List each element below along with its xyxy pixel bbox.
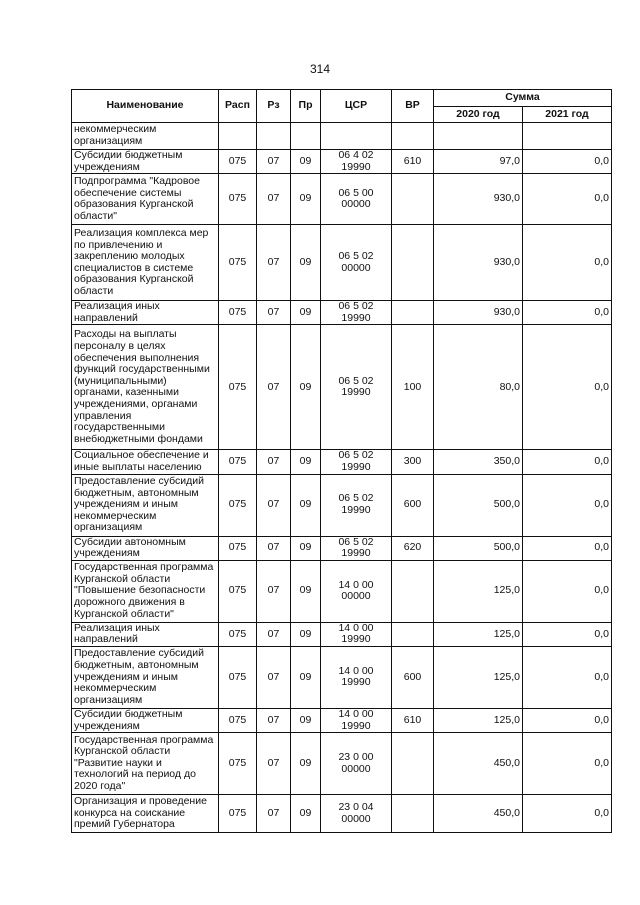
row-amount-2021: 0,0	[523, 622, 612, 646]
row-pr: 09	[291, 150, 321, 174]
row-name: Реализация комплекса мер по привлечению и закреплению молодых специалистов в системе образования Курганской области	[72, 225, 219, 301]
header-name: Наименование	[72, 90, 219, 123]
row-pr	[291, 123, 321, 150]
row-amount-2021: 0,0	[523, 708, 612, 732]
row-rz: 07	[257, 301, 291, 325]
table-row	[72, 795, 612, 833]
table-row	[72, 560, 612, 622]
row-amount-2021: 0,0	[523, 301, 612, 325]
header-vr: ВР	[392, 90, 434, 123]
row-amount-2020: 125,0	[434, 622, 523, 646]
row-amount-2021: 0,0	[523, 474, 612, 536]
table-body	[72, 123, 612, 833]
row-csr: 06 5 00 00000	[321, 174, 392, 225]
row-rz: 07	[257, 225, 291, 301]
table-row	[72, 536, 612, 560]
row-amount-2021: 0,0	[523, 150, 612, 174]
row-rasp: 075	[219, 733, 257, 795]
row-name: Субсидии бюджетным учреждениям	[72, 150, 219, 174]
row-csr: 14 0 00 19990	[321, 708, 392, 732]
row-amount-2021: 0,0	[523, 646, 612, 708]
table-row	[72, 708, 612, 732]
row-pr: 09	[291, 622, 321, 646]
row-rasp: 075	[219, 708, 257, 732]
row-rasp: 075	[219, 174, 257, 225]
row-csr: 06 5 02 19990	[321, 474, 392, 536]
row-csr	[321, 123, 392, 150]
row-pr: 09	[291, 560, 321, 622]
row-rz: 07	[257, 150, 291, 174]
row-vr	[392, 622, 434, 646]
row-csr: 14 0 00 19990	[321, 622, 392, 646]
row-rz: 07	[257, 474, 291, 536]
row-amount-2020: 450,0	[434, 733, 523, 795]
row-pr: 09	[291, 646, 321, 708]
row-amount-2021: 0,0	[523, 325, 612, 450]
row-rasp: 075	[219, 225, 257, 301]
budget-table	[71, 89, 612, 833]
row-vr: 610	[392, 150, 434, 174]
header-year-2020: 2020 год	[434, 107, 523, 123]
row-vr: 620	[392, 536, 434, 560]
row-rasp: 075	[219, 622, 257, 646]
row-name: Реализация иных направлений	[72, 622, 219, 646]
row-rz: 07	[257, 708, 291, 732]
row-csr: 06 4 02 19990	[321, 150, 392, 174]
row-pr: 09	[291, 225, 321, 301]
table-row	[72, 150, 612, 174]
row-pr: 09	[291, 474, 321, 536]
row-pr: 09	[291, 174, 321, 225]
row-pr: 09	[291, 795, 321, 833]
table-row	[72, 123, 612, 150]
row-vr	[392, 123, 434, 150]
row-name: Субсидии бюджетным учреждениям	[72, 708, 219, 732]
row-vr	[392, 560, 434, 622]
table-row	[72, 646, 612, 708]
row-amount-2021: 0,0	[523, 225, 612, 301]
table-row	[72, 325, 612, 450]
row-rasp	[219, 123, 257, 150]
row-rz: 07	[257, 536, 291, 560]
row-csr: 14 0 00 19990	[321, 646, 392, 708]
row-rasp: 075	[219, 150, 257, 174]
row-vr	[392, 225, 434, 301]
header-sum: Сумма	[434, 90, 612, 107]
row-rasp: 075	[219, 536, 257, 560]
row-vr: 300	[392, 450, 434, 474]
header-pr: Пр	[291, 90, 321, 123]
row-name: Организация и проведение конкурса на соискание премий Губернатора	[72, 795, 219, 833]
row-pr: 09	[291, 301, 321, 325]
row-rasp: 075	[219, 450, 257, 474]
row-name: Реализация иных направлений	[72, 301, 219, 325]
row-name: Предоставление субсидий бюджетным, автономным учреждениям и иным некоммерческим организациям	[72, 474, 219, 536]
row-rz	[257, 123, 291, 150]
header-rz: Рз	[257, 90, 291, 123]
table-row	[72, 450, 612, 474]
row-amount-2021: 0,0	[523, 174, 612, 225]
row-pr: 09	[291, 450, 321, 474]
row-rz: 07	[257, 733, 291, 795]
row-amount-2020: 125,0	[434, 646, 523, 708]
header-csr: ЦСР	[321, 90, 392, 123]
row-pr: 09	[291, 708, 321, 732]
row-csr: 14 0 00 00000	[321, 560, 392, 622]
header-rasp: Расп	[219, 90, 257, 123]
row-amount-2020: 80,0	[434, 325, 523, 450]
row-name: Государственная программа Курганской области "Развитие науки и технологий на период до 2020 года"	[72, 733, 219, 795]
row-csr: 23 0 00 00000	[321, 733, 392, 795]
table-row	[72, 733, 612, 795]
row-vr: 600	[392, 646, 434, 708]
row-csr: 06 5 02 19990	[321, 450, 392, 474]
row-rz: 07	[257, 560, 291, 622]
row-amount-2020: 930,0	[434, 225, 523, 301]
row-vr	[392, 301, 434, 325]
row-amount-2020: 97,0	[434, 150, 523, 174]
row-csr: 06 5 02 19990	[321, 301, 392, 325]
row-amount-2021	[523, 123, 612, 150]
row-name: Расходы на выплаты персоналу в целях обеспечения выполнения функций государственными (муниципальными) органами, казенными учреждениями, органами управления государственными внебюджетными фондами	[72, 325, 219, 450]
row-amount-2020: 500,0	[434, 536, 523, 560]
row-csr: 06 5 02 19990	[321, 325, 392, 450]
table-row	[72, 474, 612, 536]
row-vr: 600	[392, 474, 434, 536]
page-number: 314	[309, 62, 331, 76]
row-name: Субсидии автономным учреждениям	[72, 536, 219, 560]
row-vr: 100	[392, 325, 434, 450]
row-rasp: 075	[219, 560, 257, 622]
row-rasp: 075	[219, 301, 257, 325]
row-vr: 610	[392, 708, 434, 732]
row-vr	[392, 174, 434, 225]
row-amount-2021: 0,0	[523, 536, 612, 560]
row-rasp: 075	[219, 325, 257, 450]
row-amount-2020: 125,0	[434, 560, 523, 622]
row-amount-2020: 930,0	[434, 301, 523, 325]
table-row	[72, 301, 612, 325]
row-name: Подпрограмма "Кадровое обеспечение системы образования Курганской области"	[72, 174, 219, 225]
row-vr	[392, 733, 434, 795]
row-rasp: 075	[219, 646, 257, 708]
row-amount-2020	[434, 123, 523, 150]
row-rz: 07	[257, 795, 291, 833]
row-name: Государственная программа Курганской области "Повышение безопасности дорожного движения в Курганской области"	[72, 560, 219, 622]
row-amount-2020: 500,0	[434, 474, 523, 536]
table-row	[72, 622, 612, 646]
table-row	[72, 174, 612, 225]
row-name: некоммерческим организациям	[72, 123, 219, 150]
row-rasp: 075	[219, 795, 257, 833]
row-rz: 07	[257, 450, 291, 474]
row-pr: 09	[291, 536, 321, 560]
header-year-2021: 2021 год	[523, 107, 612, 123]
row-amount-2021: 0,0	[523, 733, 612, 795]
row-csr: 06 5 02 19990	[321, 536, 392, 560]
row-amount-2021: 0,0	[523, 795, 612, 833]
row-rz: 07	[257, 325, 291, 450]
row-amount-2020: 125,0	[434, 708, 523, 732]
table-row	[72, 225, 612, 301]
row-amount-2020: 350,0	[434, 450, 523, 474]
row-rz: 07	[257, 646, 291, 708]
row-amount-2020: 930,0	[434, 174, 523, 225]
row-name: Предоставление субсидий бюджетным, автономным учреждениям и иным некоммерческим организациям	[72, 646, 219, 708]
row-csr: 23 0 04 00000	[321, 795, 392, 833]
row-name: Социальное обеспечение и иные выплаты населению	[72, 450, 219, 474]
row-amount-2021: 0,0	[523, 450, 612, 474]
row-pr: 09	[291, 325, 321, 450]
row-rz: 07	[257, 174, 291, 225]
row-amount-2021: 0,0	[523, 560, 612, 622]
row-amount-2020: 450,0	[434, 795, 523, 833]
row-rasp: 075	[219, 474, 257, 536]
row-csr: 06 5 02 00000	[321, 225, 392, 301]
row-pr: 09	[291, 733, 321, 795]
row-rz: 07	[257, 622, 291, 646]
row-vr	[392, 795, 434, 833]
table-header	[72, 90, 612, 123]
